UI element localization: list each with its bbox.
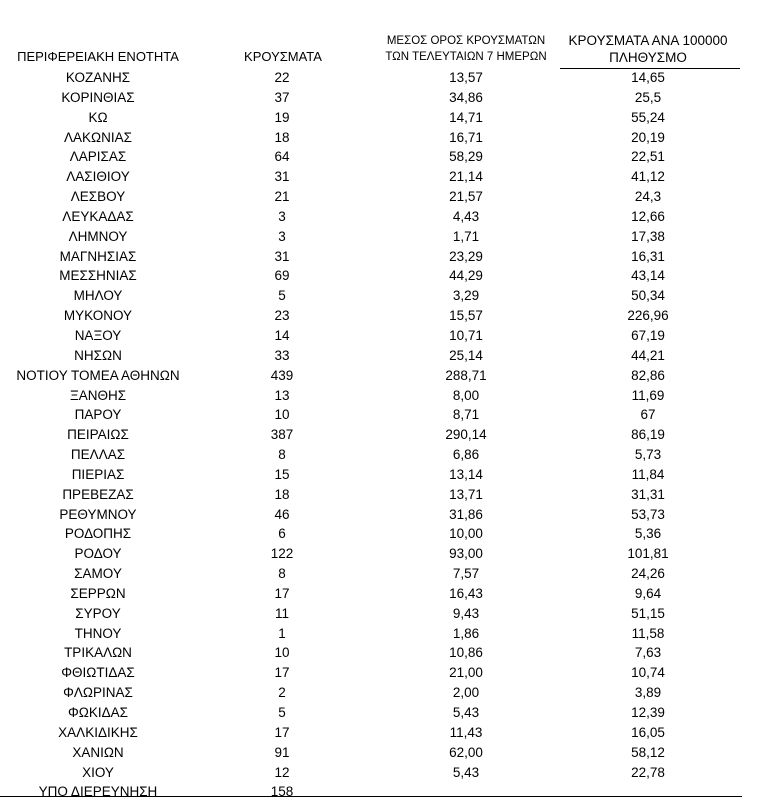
cell-cases-per-100k: 16,05 <box>631 724 665 740</box>
cell-cases-per-100k: 25,5 <box>634 89 662 105</box>
cell-cases: 12 <box>274 764 290 780</box>
cell-regional-unit: ΛΑΡΙΣΑΣ <box>69 149 127 165</box>
header-7day-average <box>376 33 556 65</box>
cell-regional-unit: ΠΙΕΡΙΑΣ <box>71 466 125 482</box>
table-row <box>0 148 776 168</box>
cell-regional-unit: ΧΙΟΥ <box>82 764 114 780</box>
cell-cases: 158 <box>270 784 294 800</box>
table-row <box>0 644 776 664</box>
header-cases: ΚΡΟΥΣΜΑΤΑ <box>244 49 322 64</box>
cell-regional-unit: ΠΡΕΒΕΖΑΣ <box>62 486 134 502</box>
header-7day-average-line2: ΤΩΝ ΤΕΛΕΥΤΑΙΩΝ 7 ΗΜΕΡΩΝ <box>385 51 547 63</box>
cell-cases: 3 <box>278 228 286 244</box>
table-row <box>0 664 776 684</box>
cell-7day-average: 13,57 <box>449 70 483 85</box>
table-row <box>0 188 776 208</box>
cell-regional-unit: ΦΘΙΩΤΙΔΑΣ <box>61 665 135 681</box>
cell-regional-unit: ΞΑΝΘΗΣ <box>69 387 127 403</box>
cell-cases: 31 <box>274 169 290 185</box>
cell-7day-average: 290,14 <box>445 427 487 443</box>
cell-7day-average: 9,43 <box>452 605 480 621</box>
cell-7day-average: 1,86 <box>452 625 480 641</box>
cell-cases-per-100k: 41,12 <box>631 169 665 185</box>
cell-7day-average: 62,00 <box>449 744 483 760</box>
cell-7day-average: 2,00 <box>452 685 480 701</box>
cell-regional-unit: ΠΕΛΛΑΣ <box>70 447 126 463</box>
header-regional-unit: ΠΕΡΙΦΕΡΕΙΑΚΗ ΕΝΟΤΗΤΑ <box>17 49 179 64</box>
cell-regional-unit: ΛΕΥΚΑΔΑΣ <box>62 208 134 224</box>
table-row <box>0 367 776 387</box>
cell-7day-average: 14,71 <box>449 109 483 125</box>
cell-cases: 3 <box>278 208 286 224</box>
cell-cases: 18 <box>274 486 290 502</box>
cell-cases: 10 <box>274 407 290 423</box>
cell-cases: 10 <box>274 645 290 661</box>
cell-cases-per-100k: 43,14 <box>631 268 665 284</box>
table-row <box>0 287 776 307</box>
table-row <box>0 387 776 407</box>
cell-cases-per-100k: 12,66 <box>631 208 665 224</box>
table-row <box>0 327 776 347</box>
table-row <box>0 208 776 228</box>
cell-cases: 46 <box>274 506 290 522</box>
cell-regional-unit: ΥΠΟ ΔΙΕΡΕΥΝΗΣΗ <box>38 784 158 800</box>
cell-7day-average: 8,00 <box>452 387 480 403</box>
cell-7day-average: 13,14 <box>449 466 483 482</box>
cell-cases: 5 <box>278 288 286 304</box>
cell-7day-average: 10,86 <box>449 645 483 661</box>
cell-7day-average: 25,14 <box>449 347 483 363</box>
cell-cases-per-100k: 14,65 <box>631 70 665 85</box>
cell-cases: 8 <box>278 447 286 463</box>
cell-cases-per-100k: 17,38 <box>631 228 665 244</box>
cell-7day-average: 21,00 <box>449 665 483 681</box>
cell-regional-unit: ΝΑΞΟΥ <box>74 327 122 343</box>
cell-regional-unit: ΝΗΣΩΝ <box>74 347 122 363</box>
table-row <box>0 625 776 645</box>
table-row <box>0 744 776 764</box>
cell-cases: 18 <box>274 129 290 145</box>
header-cases-per-100k <box>558 32 738 66</box>
cell-7day-average: 8,71 <box>452 407 480 423</box>
cell-regional-unit: ΦΛΩΡΙΝΑΣ <box>63 685 133 701</box>
cell-cases-per-100k: 10,74 <box>631 665 665 681</box>
cell-cases: 17 <box>274 724 290 740</box>
cell-regional-unit: ΚΟΖΑΝΗΣ <box>65 70 131 85</box>
cell-cases: 69 <box>274 268 290 284</box>
cell-7day-average: 11,43 <box>449 724 483 740</box>
cell-cases: 21 <box>274 189 290 205</box>
table-row <box>0 446 776 466</box>
cell-regional-unit: ΜΕΣΣΗΝΙΑΣ <box>59 268 137 284</box>
cell-regional-unit: ΤΡΙΚΑΛΩΝ <box>64 645 132 661</box>
table-row <box>0 466 776 486</box>
cell-cases: 5 <box>278 705 286 720</box>
table-row <box>0 724 776 744</box>
cell-cases-per-100k: 44,21 <box>631 347 665 363</box>
cell-regional-unit: ΡΟΔΟΥ <box>74 546 122 562</box>
table-row <box>0 545 776 565</box>
table-row <box>0 228 776 248</box>
cell-cases-per-100k: 55,24 <box>631 109 665 125</box>
table-row <box>0 168 776 188</box>
cell-regional-unit: ΡΟΔΟΠΗΣ <box>64 526 132 542</box>
cell-cases-per-100k: 86,19 <box>631 427 665 443</box>
cell-cases-per-100k: 7,63 <box>634 645 662 661</box>
cell-regional-unit: ΝΟΤΙΟΥ ΤΟΜΕΑ ΑΘΗΝΩΝ <box>16 367 180 383</box>
cell-7day-average: 1,71 <box>452 228 480 244</box>
table-row <box>0 783 776 803</box>
cell-cases: 19 <box>274 109 290 125</box>
table-row <box>0 585 776 605</box>
cell-cases: 17 <box>274 585 290 601</box>
table-row <box>0 605 776 625</box>
table-row <box>0 684 776 704</box>
cell-cases: 8 <box>278 566 286 582</box>
cell-cases-per-100k: 3,89 <box>634 685 662 701</box>
cell-7day-average: 10,71 <box>449 327 483 343</box>
cell-regional-unit: ΣΑΜΟΥ <box>74 566 122 582</box>
table-row <box>0 506 776 526</box>
cell-7day-average: 34,86 <box>449 89 483 105</box>
cell-7day-average: 7,57 <box>452 566 480 582</box>
cell-cases-per-100k: 50,34 <box>631 288 665 304</box>
cell-cases-per-100k: 82,86 <box>631 367 665 383</box>
cell-7day-average: 288,71 <box>445 367 487 383</box>
cell-7day-average: 10,00 <box>449 526 483 542</box>
header-7day-average-line1: ΜΕΣΟΣ ΟΡΟΣ ΚΡΟΥΣΜΑΤΩΝ <box>386 35 546 47</box>
cell-7day-average: 58,29 <box>449 149 483 165</box>
cell-cases: 6 <box>278 526 286 542</box>
cell-cases-per-100k: 226,96 <box>627 308 669 324</box>
cell-7day-average: 3,29 <box>452 288 480 304</box>
table-row <box>0 764 776 784</box>
cell-cases: 23 <box>274 308 290 324</box>
cell-cases: 15 <box>274 466 290 482</box>
cell-cases-per-100k: 11,58 <box>631 625 665 641</box>
table-row <box>0 704 776 724</box>
cell-cases: 2 <box>278 685 286 701</box>
cell-cases-per-100k: 51,15 <box>631 605 665 621</box>
table-row <box>0 267 776 287</box>
cell-regional-unit: ΧΑΛΚΙΔΙΚΗΣ <box>58 724 138 740</box>
cell-cases-per-100k: 67 <box>640 407 656 423</box>
cell-7day-average: 23,29 <box>449 248 483 264</box>
cell-7day-average: 5,43 <box>452 764 480 780</box>
table-row <box>0 89 776 109</box>
table-row <box>0 565 776 585</box>
cell-regional-unit: ΜΥΚΟΝΟΥ <box>63 308 133 324</box>
cell-cases-per-100k: 53,73 <box>631 506 665 522</box>
cell-7day-average: 5,43 <box>452 705 480 720</box>
table-row <box>0 248 776 268</box>
cell-cases-per-100k: 22,78 <box>631 764 665 780</box>
cell-regional-unit: ΚΟΡΙΝΘΙΑΣ <box>61 89 135 105</box>
cell-regional-unit: ΛΕΣΒΟΥ <box>70 189 126 205</box>
cell-7day-average: 31,86 <box>449 506 483 522</box>
header-cases-per-100k-line1: ΚΡΟΥΣΜΑΤΑ ΑΝΑ 100000 <box>568 33 728 48</box>
cell-cases-per-100k: 12,39 <box>631 705 665 720</box>
cell-cases-per-100k: 11,84 <box>631 466 665 482</box>
cell-cases: 11 <box>274 605 289 621</box>
table-row <box>0 525 776 545</box>
cell-regional-unit: ΧΑΝΙΩΝ <box>72 744 124 760</box>
table-row <box>0 129 776 149</box>
cell-7day-average: 44,29 <box>449 268 483 284</box>
cell-cases-per-100k: 20,19 <box>631 129 665 145</box>
cell-cases-per-100k: 22,51 <box>631 149 665 165</box>
table-row <box>0 109 776 129</box>
cell-regional-unit: ΜΗΛΟΥ <box>73 288 123 304</box>
cell-regional-unit: ΛΗΜΝΟΥ <box>68 228 128 244</box>
cell-cases: 33 <box>274 347 290 363</box>
cell-7day-average: 93,00 <box>449 546 483 562</box>
cell-cases: 37 <box>274 89 290 105</box>
cell-7day-average: 16,43 <box>449 585 483 601</box>
table-row <box>0 486 776 506</box>
cell-cases-per-100k: 5,73 <box>634 447 662 463</box>
cell-cases-per-100k: 9,64 <box>634 585 662 601</box>
cell-7day-average: 6,86 <box>452 447 480 463</box>
cell-regional-unit: ΛΑΣΙΘΙΟΥ <box>66 169 130 185</box>
cell-regional-unit: ΣΕΡΡΩΝ <box>70 585 126 601</box>
cell-cases-per-100k: 16,31 <box>631 248 665 264</box>
cell-cases-per-100k: 24,26 <box>631 566 665 582</box>
table-row <box>0 426 776 446</box>
cell-cases: 64 <box>274 149 290 165</box>
cell-cases: 122 <box>270 546 294 562</box>
cell-cases-per-100k: 5,36 <box>634 526 662 542</box>
cell-regional-unit: ΤΗΝΟΥ <box>74 625 122 641</box>
table-row <box>0 69 776 89</box>
table-row <box>0 347 776 367</box>
cell-7day-average: 15,57 <box>449 308 483 324</box>
cell-cases: 14 <box>274 327 290 343</box>
cell-cases-per-100k: 58,12 <box>631 744 665 760</box>
cell-regional-unit: ΜΑΓΝΗΣΙΑΣ <box>59 248 137 264</box>
cell-cases: 31 <box>274 248 290 264</box>
cell-regional-unit: ΠΑΡΟΥ <box>74 407 122 423</box>
table-row <box>0 307 776 327</box>
cell-cases: 91 <box>274 744 290 760</box>
cell-regional-unit: ΦΩΚΙΔΑΣ <box>68 705 128 720</box>
data-table-body <box>0 69 776 803</box>
table-row <box>0 406 776 426</box>
cell-cases-per-100k: 11,69 <box>631 387 665 403</box>
cell-cases-per-100k: 24,3 <box>634 189 662 205</box>
header-cases-per-100k-line2: ΠΛΗΘΥΣΜΟ <box>609 50 687 65</box>
cell-regional-unit: ΡΕΘΥΜΝΟΥ <box>59 506 137 522</box>
cell-regional-unit: ΚΩ <box>88 109 108 125</box>
cell-cases-per-100k: 31,31 <box>631 486 665 502</box>
cell-cases-per-100k: 67,19 <box>631 327 665 343</box>
cell-7day-average: 4,43 <box>452 208 480 224</box>
cell-cases: 439 <box>270 367 294 383</box>
cell-7day-average: 16,71 <box>449 129 483 145</box>
cell-cases-per-100k: 101,81 <box>627 546 669 562</box>
cell-cases: 13 <box>274 387 290 403</box>
cell-7day-average: 21,14 <box>449 169 483 185</box>
cell-regional-unit: ΛΑΚΩΝΙΑΣ <box>64 129 132 145</box>
cell-regional-unit: ΠΕΙΡΑΙΩΣ <box>67 427 129 443</box>
cell-cases: 17 <box>274 665 290 681</box>
cell-cases: 22 <box>274 70 290 85</box>
cell-regional-unit: ΣΥΡΟΥ <box>75 605 121 621</box>
cell-cases: 1 <box>278 625 286 641</box>
cell-7day-average: 13,71 <box>449 486 483 502</box>
table-bottom-border <box>0 796 742 797</box>
cell-cases: 387 <box>270 427 294 443</box>
cell-7day-average: 21,57 <box>449 189 483 205</box>
